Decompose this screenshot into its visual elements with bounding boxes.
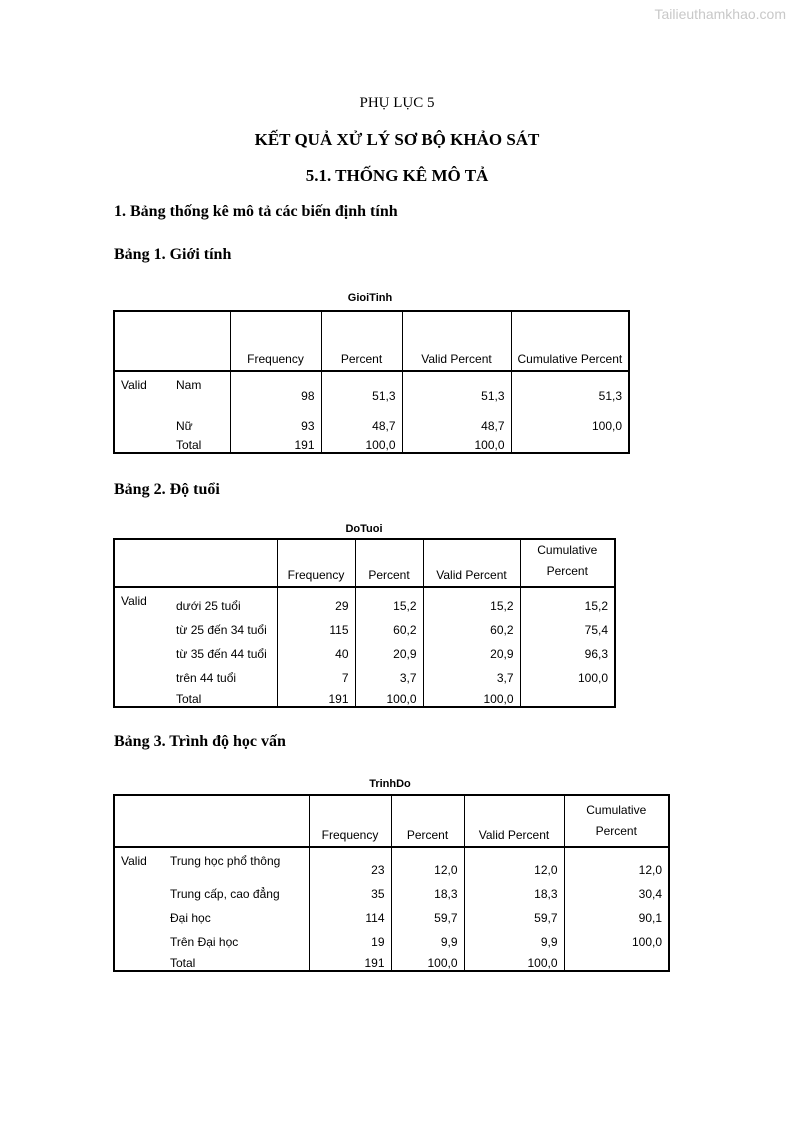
header-blank [114,795,309,847]
cell-percent: 9,9 [391,925,464,949]
cell-cumulative: 100,0 [511,403,629,433]
header-frequency: Frequency [309,795,391,847]
cell-percent: 51,3 [321,371,402,403]
cell-frequency: 19 [309,925,391,949]
section-title: 5.1. THỐNG KÊ MÔ TẢ [305,166,489,185]
header-valid-percent: Valid Percent [464,795,564,847]
table-row [114,925,669,949]
header-cumulative-percent: Cumulative Percent [520,539,615,587]
header-percent: Percent [391,795,464,847]
cell-percent: 12,0 [391,847,464,877]
cell-cumulative [520,685,615,707]
table-row [114,901,669,925]
header-percent: Percent [355,539,423,587]
cell-cumulative: 15,2 [520,587,615,613]
cell-cumulative [511,433,629,453]
header-frequency: Frequency [277,539,355,587]
row-label: Trên Đại học [164,925,309,949]
cell-percent: 3,7 [355,661,423,685]
header-cumulative-percent: Cumulative Percent [511,311,629,371]
row-label: trên 44 tuổi [170,661,277,685]
header-cumulative-percent: Cumulative Percent [564,795,669,847]
header-percent: Percent [321,311,402,371]
cell-cumulative: 12,0 [564,847,669,877]
table-row [114,587,615,613]
table-row [114,371,629,403]
row-label: Đại học [164,901,309,925]
subsection-title: 1. Bảng thống kê mô tả các biến định tính [114,203,398,220]
table-3-title: TrinhDo [369,778,411,790]
header-valid-percent: Valid Percent [423,539,520,587]
table-2-caption: Bảng 2. Độ tuổi [114,481,220,498]
table-row [114,949,669,971]
row-label: Nữ [170,403,230,433]
group-label: Valid [121,854,147,868]
header-valid-percent: Valid Percent [402,311,511,371]
cell-percent: 59,7 [391,901,464,925]
cell-frequency: 93 [230,403,321,433]
table-row [114,661,615,685]
cell-cumulative: 96,3 [520,637,615,661]
cell-valid-percent: 9,9 [464,925,564,949]
cell-frequency: 35 [309,877,391,901]
row-label: Trung học phổ thông [164,847,309,877]
table-dotuoi [113,538,616,708]
cell-frequency: 7 [277,661,355,685]
cell-frequency: 191 [277,685,355,707]
appendix-title: PHỤ LỤC 5 [359,95,435,111]
cell-frequency: 115 [277,613,355,637]
cell-cumulative: 75,4 [520,613,615,637]
table-trinhdo [113,794,670,972]
watermark: Tailieuthamkhao.com [654,6,786,22]
cell-valid-percent: 15,2 [423,587,520,613]
cell-valid-percent: 51,3 [402,371,511,403]
row-label: từ 25 đến 34 tuổi [170,613,277,637]
table-row [114,877,669,901]
header-blank [114,311,230,371]
main-title: KẾT QUẢ XỬ LÝ SƠ BỘ KHẢO SÁT [254,130,540,149]
cell-frequency: 98 [230,371,321,403]
cell-percent: 48,7 [321,403,402,433]
cell-valid-percent: 20,9 [423,637,520,661]
cell-cumulative: 30,4 [564,877,669,901]
table-row [114,613,615,637]
cell-percent: 20,9 [355,637,423,661]
cell-percent: 18,3 [391,877,464,901]
header-blank [114,539,277,587]
row-label: Total [170,433,230,453]
table-row [114,685,615,707]
cell-valid-percent: 48,7 [402,403,511,433]
cell-cumulative [564,949,669,971]
cell-cumulative: 90,1 [564,901,669,925]
cell-percent: 100,0 [321,433,402,453]
row-label: dưới 25 tuổi [170,587,277,613]
cell-frequency: 40 [277,637,355,661]
cell-percent: 100,0 [391,949,464,971]
cell-valid-percent: 59,7 [464,901,564,925]
cell-cumulative: 100,0 [520,661,615,685]
cell-frequency: 23 [309,847,391,877]
cell-percent: 100,0 [355,685,423,707]
table-2-title: DoTuoi [345,523,383,535]
cell-percent: 15,2 [355,587,423,613]
table-row [114,637,615,661]
row-label: Total [164,949,309,971]
cell-frequency: 114 [309,901,391,925]
row-label: Nam [170,371,230,403]
table-1-title: GioiTinh [347,292,393,304]
cell-frequency: 191 [309,949,391,971]
cell-valid-percent: 100,0 [423,685,520,707]
table-row [114,403,629,433]
row-label: Total [170,685,277,707]
cell-cumulative: 100,0 [564,925,669,949]
cell-valid-percent: 12,0 [464,847,564,877]
group-label: Valid [121,594,147,608]
cell-percent: 60,2 [355,613,423,637]
table-gioitinh [113,310,630,454]
cell-valid-percent: 100,0 [402,433,511,453]
cell-valid-percent: 100,0 [464,949,564,971]
cell-frequency: 191 [230,433,321,453]
table-3-caption: Bảng 3. Trình độ học vấn [114,733,286,750]
cell-frequency: 29 [277,587,355,613]
cell-cumulative: 51,3 [511,371,629,403]
table-row [114,847,669,877]
header-frequency: Frequency [230,311,321,371]
cell-valid-percent: 18,3 [464,877,564,901]
table-1-caption: Bảng 1. Giới tính [114,246,232,263]
table-row [114,433,629,453]
group-label: Valid [121,378,147,392]
cell-valid-percent: 3,7 [423,661,520,685]
cell-valid-percent: 60,2 [423,613,520,637]
row-label: Trung cấp, cao đẳng [164,877,309,901]
row-label: từ 35 đến 44 tuổi [170,637,277,661]
